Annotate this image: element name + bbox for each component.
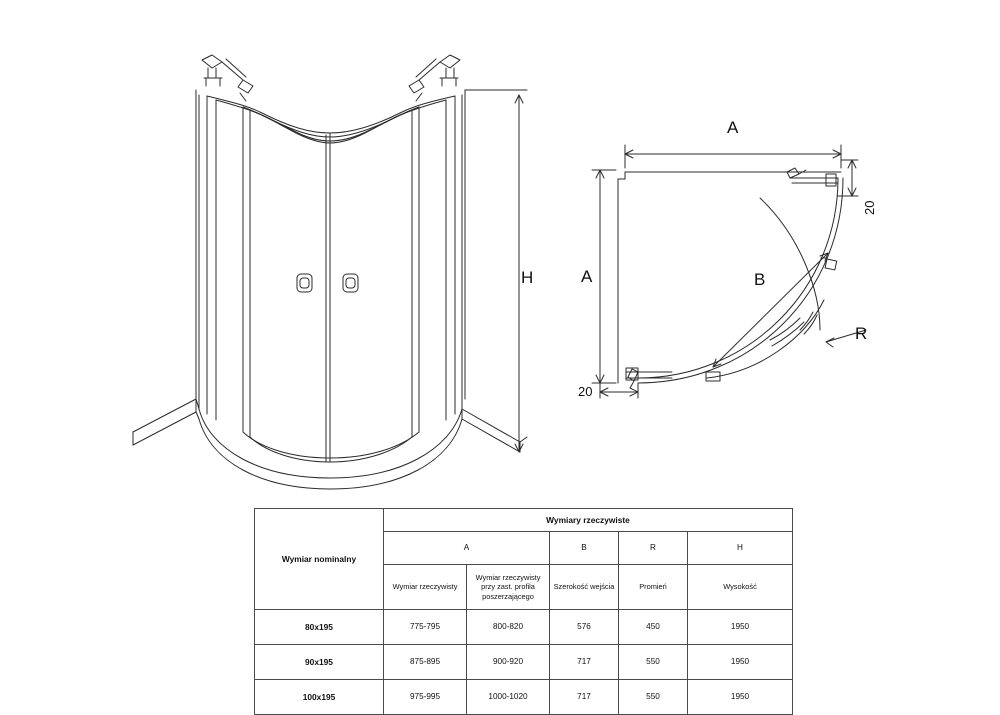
sliding-doors — [243, 133, 419, 462]
top-view-label-20-bottom: 20 — [578, 384, 593, 399]
top-view-label-20-right: 20 — [862, 200, 877, 215]
header-col-b: B — [550, 532, 619, 565]
roller-bracket-right — [409, 55, 460, 101]
cell-r: 450 — [619, 610, 688, 645]
shower-tray — [199, 409, 527, 489]
top-view-label-a-top: A — [727, 118, 739, 137]
curved-top-rail — [207, 96, 455, 143]
dim-b — [713, 253, 828, 367]
floor-corner-lines — [133, 399, 199, 445]
cell-b: 717 — [550, 645, 619, 680]
cell-nominal: 100x195 — [255, 680, 384, 715]
roller-bracket-left — [202, 55, 253, 101]
height-dimension — [465, 90, 527, 452]
enclosure-footprint — [638, 178, 843, 383]
cell-b: 576 — [550, 610, 619, 645]
cell-a2: 800-820 — [467, 610, 550, 645]
cell-nominal: 80x195 — [255, 610, 384, 645]
height-label-h: H — [521, 268, 534, 287]
dim-20-bottom — [600, 383, 638, 398]
dimensions-table — [254, 508, 793, 715]
cell-h: 1950 — [688, 610, 793, 645]
header-col-h: H — [688, 532, 793, 565]
door-panel-top-right — [787, 168, 826, 183]
cell-r: 550 — [619, 680, 688, 715]
top-view — [592, 145, 866, 398]
right-fixed-panel — [412, 96, 455, 437]
header-group-a: A — [384, 532, 550, 565]
table-row — [255, 680, 793, 715]
door-handle-right — [343, 274, 358, 292]
cell-a2: 900-920 — [467, 645, 550, 680]
table-row — [255, 645, 793, 680]
cell-h: 1950 — [688, 680, 793, 715]
door-handle-left — [297, 274, 312, 292]
walls-top-view — [618, 172, 841, 383]
cell-h: 1950 — [688, 645, 793, 680]
top-view-label-r: R — [855, 324, 868, 343]
table-header-row-1 — [255, 509, 793, 532]
dim-a-left — [592, 170, 616, 383]
curved-doors-top-view — [707, 198, 824, 378]
dim-a-top — [625, 145, 841, 168]
header-real: Wymiary rzeczywiste — [384, 509, 793, 532]
table-row — [255, 610, 793, 645]
cell-a1: 875-895 — [384, 645, 467, 680]
subheader-b: Szerokość wejścia — [550, 565, 619, 610]
cell-a1: 775-795 — [384, 610, 467, 645]
header-col-r: R — [619, 532, 688, 565]
left-fixed-panel — [207, 96, 250, 437]
cell-r: 550 — [619, 645, 688, 680]
subheader-h: Wysokość — [688, 565, 793, 610]
hinge-middle-upper — [821, 258, 837, 270]
cell-a2: 1000-1020 — [467, 680, 550, 715]
subheader-r: Promień — [619, 565, 688, 610]
subheader-a2: Wymiar rzeczywisty przy zast. profila poszerzającego — [467, 565, 550, 610]
top-view-label-b: B — [754, 270, 766, 289]
perspective-view — [133, 55, 527, 489]
fixed-panel-top-right — [826, 174, 838, 186]
header-nominal: Wymiar nominalny — [255, 509, 384, 610]
subheader-a1: Wymiar rzeczywisty — [384, 565, 467, 610]
cell-nominal: 90x195 — [255, 645, 384, 680]
cell-a1: 975-995 — [384, 680, 467, 715]
top-view-label-a-left: A — [581, 267, 593, 286]
cell-b: 717 — [550, 680, 619, 715]
